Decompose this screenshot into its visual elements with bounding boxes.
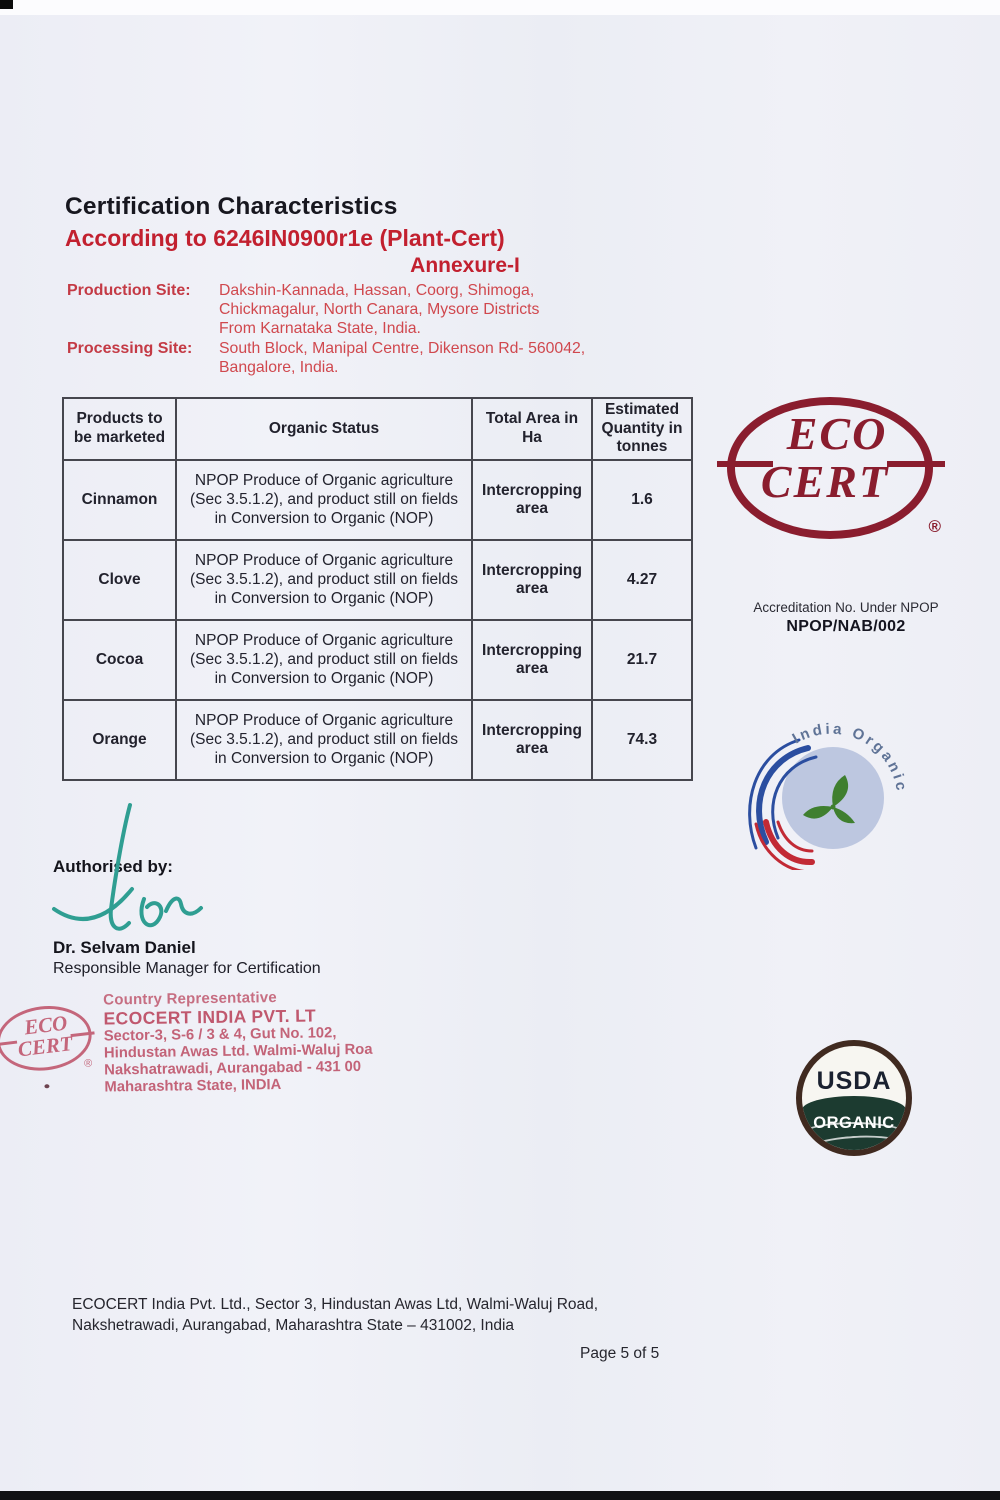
stamp-ecocert-oval-icon xyxy=(0,1001,95,1076)
table-row xyxy=(63,700,692,780)
site-info-block xyxy=(67,282,687,380)
cell-quantity: 1.6 xyxy=(592,460,692,540)
table-row xyxy=(63,460,692,540)
cell-organic-status: NPOP Produce of Organic agriculture (Sec 3.5.1.2), and product still on fields in Conversion to Organic (NOP) xyxy=(176,700,472,780)
stamp-line: Hindustan Awas Ltd. Walmi-Waluj Roa xyxy=(103,1041,373,1062)
organic-label: ORGANIC xyxy=(813,1113,895,1132)
cell-product: Cinnamon xyxy=(63,460,176,540)
stamp-word-cert: CERT xyxy=(16,1031,74,1062)
cell-quantity: 4.27 xyxy=(592,540,692,620)
accreditation-caption: Accreditation No. Under NPOP xyxy=(753,600,939,615)
table-row xyxy=(63,540,692,620)
signature-icon xyxy=(46,797,216,945)
annexure-label: Annexure-I xyxy=(410,254,520,277)
production-site-label: Production Site: xyxy=(67,282,191,299)
footer-address-line: Nakshetrawadi, Aurangabad, Maharashtra State – 431002, India xyxy=(72,1317,515,1334)
accreditation-block xyxy=(722,600,970,636)
processing-site-row xyxy=(67,340,687,378)
stamp-line: ECOCERT INDIA PVT. LT xyxy=(103,1005,317,1029)
cell-quantity: 74.3 xyxy=(592,700,692,780)
stamp-word-eco: ECO xyxy=(22,1010,69,1040)
accreditation-number: NPOP/NAB/002 xyxy=(786,618,906,635)
cell-product: Cocoa xyxy=(63,620,176,700)
ecocert-word-eco: ECO xyxy=(786,408,888,459)
stamp-registered-icon: ® xyxy=(84,1057,93,1070)
ecocert-word-cert: CERT xyxy=(760,456,890,507)
production-site-row xyxy=(67,282,687,338)
page-subtitle: According to 6246IN0900r1e (Plant-Cert) xyxy=(65,225,505,251)
cell-product: Orange xyxy=(63,700,176,780)
stamp-line: Sector-3, S-6 / 3 & 4, Gut No. 102, xyxy=(103,1025,337,1045)
usda-organic-logo xyxy=(796,1040,912,1156)
india-organic-logo xyxy=(738,710,943,870)
registered-trademark-icon: ® xyxy=(928,517,941,536)
cell-total-area: Intercropping area xyxy=(472,620,592,700)
processing-site-label: Processing Site: xyxy=(67,340,193,358)
processing-site-value xyxy=(219,340,585,378)
usda-logo-bottom xyxy=(802,1096,906,1150)
authorised-name: Dr. Selvam Daniel xyxy=(53,938,196,957)
table-row xyxy=(63,620,692,700)
production-site-line: Dakshin-Kannada, Hassan, Coorg, Shimoga, xyxy=(219,282,535,299)
usda-logo-top xyxy=(802,1046,906,1096)
scan-artifact-bottom-edge xyxy=(0,1491,1000,1500)
production-site-value xyxy=(219,282,539,338)
certification-table xyxy=(62,397,693,781)
processing-site-line: South Block, Manipal Centre, Dikenson Rd- 560042, xyxy=(219,340,586,358)
page-number: Page 5 of 5 xyxy=(580,1345,660,1362)
stamp-line: Maharashtra State, INDIA xyxy=(104,1077,282,1096)
india-organic-arc-label: India Organic xyxy=(789,720,911,795)
production-site-line: From Karnataka State, India. xyxy=(219,319,421,337)
scan-top-strip xyxy=(0,0,1000,15)
col-header-organic-status: Organic Status xyxy=(176,398,472,460)
ecocert-india-stamp xyxy=(0,985,421,1121)
authorised-role: Responsible Manager for Certification xyxy=(53,960,321,977)
cell-total-area: Intercropping area xyxy=(472,540,592,620)
page-title: Certification Characteristics xyxy=(65,193,398,220)
cell-quantity: 21.7 xyxy=(592,620,692,700)
usda-label: USDA xyxy=(816,1067,892,1095)
col-header-total-area: Total Area in Ha xyxy=(472,398,592,460)
stamp-line: Country Representative xyxy=(103,989,277,1009)
stamp-text-block xyxy=(103,988,373,1097)
processing-site-line: Bangalore, India. xyxy=(219,359,339,377)
cell-organic-status: NPOP Produce of Organic agriculture (Sec 3.5.1.2), and product still on fields in Conversion to Organic (NOP) xyxy=(176,540,472,620)
table-header-row xyxy=(63,398,692,460)
footer-address-line: ECOCERT India Pvt. Ltd., Sector 3, Hindustan Awas Ltd, Walmi-Waluj Road, xyxy=(72,1296,599,1313)
cell-total-area: Intercropping area xyxy=(472,460,592,540)
cell-organic-status: NPOP Produce of Organic agriculture (Sec 3.5.1.2), and product still on fields in Conversion to Organic (NOP) xyxy=(176,460,472,540)
col-header-products: Products to be marketed xyxy=(63,398,176,460)
stamp-ink-dot xyxy=(44,1084,49,1088)
stamp-line: Nakshatrawadi, Aurangabad - 431 00 xyxy=(104,1058,362,1079)
col-header-estimated-quantity: Estimated Quantity in tonnes xyxy=(592,398,692,460)
cell-organic-status: NPOP Produce of Organic agriculture (Sec 3.5.1.2), and product still on fields in Conversion to Organic (NOP) xyxy=(176,620,472,700)
production-site-line: Chickmagalur, North Canara, Mysore Districts xyxy=(219,300,540,318)
authorised-by-label: Authorised by: xyxy=(53,857,173,876)
ecocert-logo xyxy=(727,397,941,539)
scan-artifact-top-left xyxy=(0,0,13,9)
cell-total-area: Intercropping area xyxy=(472,700,592,780)
cell-product: Clove xyxy=(63,540,176,620)
